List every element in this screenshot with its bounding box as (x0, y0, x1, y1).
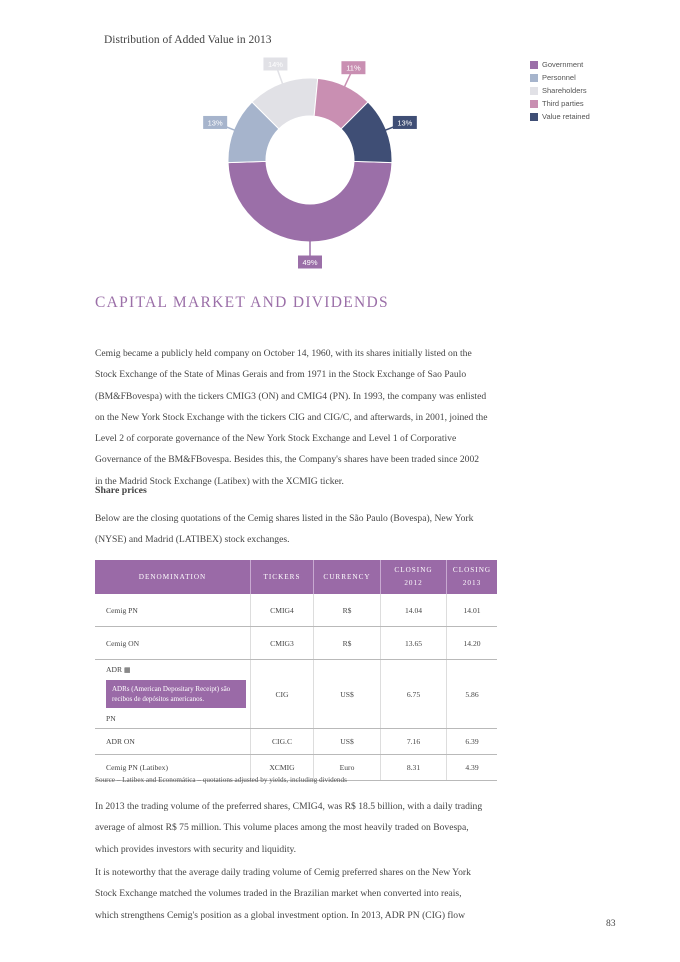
text-line: Stock Exchange of the State of Minas Gerais and from 1971 in the Stock Exchange of Sao Paulo (95, 369, 467, 381)
cell-closing-2012: 14.04 (381, 594, 447, 627)
header-line: 2012 (404, 579, 423, 587)
text-line: (BM&FBovespa) with the tickers CMIG3 (ON) and CMIG4 (PN). In 1993, the company was enlisted (95, 390, 487, 402)
text-line: Level 2 of corporate governance of the New York Stock Exchange and Level 1 of Corporative (95, 433, 457, 445)
header-currency: CURRENCY (314, 560, 381, 594)
table-icon: ▦ (123, 666, 131, 674)
data-label: 14% (267, 60, 283, 70)
section-title: CAPITAL MARKET AND DIVIDENDS (95, 294, 389, 311)
cell-currency: US$ (314, 660, 381, 729)
cell-currency: US$ (314, 729, 381, 755)
legend-item (530, 58, 590, 71)
cell-denomination: Cemig PN (Latibex) (95, 755, 251, 781)
text-line: on the New York Stock Exchange with the tickers CIG and CIG/C, and afterwards, in 2001, joined the (95, 411, 488, 423)
legend-label: Government (542, 60, 584, 69)
legend-swatch (530, 61, 538, 69)
data-label: 13% (397, 118, 413, 128)
text-line: (NYSE) and Madrid (LATIBEX) stock exchanges. (95, 534, 290, 546)
adr-class-label: PN (106, 714, 116, 723)
table-row (95, 594, 497, 627)
cell-ticker: CIG.C (251, 729, 314, 755)
cell-closing-2013: 14.20 (447, 627, 498, 660)
data-label: 49% (302, 258, 318, 267)
slice-government (228, 161, 392, 242)
text-line: in the Madrid Stock Exchange (Latibex) with the XCMIG ticker. (95, 475, 344, 487)
cell-closing-2013: 4.39 (447, 755, 498, 781)
cell-closing-2012: 7.16 (381, 729, 447, 755)
legend-swatch (530, 113, 538, 121)
text-line: Below are the closing quotations of the Cemig shares listed in the São Paulo (Bovespa), New York (95, 513, 474, 524)
header-line: 2013 (462, 579, 482, 587)
legend-item (530, 97, 590, 110)
legend-label: Personnel (542, 73, 576, 82)
header-denomination: DENOMINATION (95, 560, 251, 594)
adr-label: ADR (106, 665, 123, 674)
quotations-table (95, 560, 497, 781)
cell-ticker: CMIG4 (251, 594, 314, 627)
adr-tooltip: ADRs (American Depositary Receipt) são recibos de depósitos americanos. (106, 680, 246, 708)
chart-title: Distribution of Added Value in 2013 (104, 34, 272, 46)
legend-label: Shareholders (542, 86, 587, 95)
cell-denomination: Cemig PN (95, 594, 251, 627)
cell-denomination: Cemig ON (95, 627, 251, 660)
legend-swatch (530, 74, 538, 82)
table-row (95, 627, 497, 660)
text-line: Stock Exchange matched the volumes traded in the Brazilian market when converted into reais, (95, 888, 462, 900)
header-closing-2012 (381, 560, 447, 594)
text-line: Governance of the BM&FBovespa. Besides this, the Company's shares have been traded since 2002 (95, 454, 480, 466)
cell-closing-2012: 8.31 (381, 755, 447, 781)
legend-swatch (530, 100, 538, 108)
text-line: It is noteworthy that the average daily trading volume of Cemig preferred shares on the New York (95, 867, 471, 878)
cell-currency: R$ (314, 627, 381, 660)
source-note: Source – Latibex and Economática – quotations adjusted by yields, including dividends (95, 776, 347, 784)
data-label: 11% (346, 63, 361, 73)
volume-paragraph (95, 796, 515, 860)
donut-chart (0, 0, 680, 290)
header-line: CLOSING (452, 566, 492, 574)
page-number: 83 (606, 918, 616, 929)
noteworthy-paragraph (95, 862, 515, 926)
cell-currency: R$ (314, 594, 381, 627)
cell-closing-2013: 5.86 (447, 660, 498, 729)
text-line: which strengthens Cemig's position as a global investment option. In 2013, ADR PN (CIG) flow (95, 909, 465, 921)
text-line: In 2013 the trading volume of the preferred shares, CMIG4, was R$ 18.5 billion, with a daily trading (95, 801, 483, 812)
cell-closing-2012: 6.75 (381, 660, 447, 729)
table-row (95, 660, 497, 729)
cell-ticker: CMIG3 (251, 627, 314, 660)
header-line: CLOSING (394, 566, 433, 574)
legend-item (530, 84, 590, 97)
chart-legend (530, 58, 590, 123)
cell-closing-2012: 13.65 (381, 627, 447, 660)
legend-label: Third parties (542, 99, 584, 108)
text-line: which provides investors with security and liquidity. (95, 843, 297, 855)
cell-denomination (95, 660, 251, 729)
share-prices-heading: Share prices (95, 485, 147, 496)
header-tickers: TICKERS (251, 560, 314, 594)
intro-paragraph (95, 343, 515, 492)
text-line: Cemig became a publicly held company on October 14, 1960, with its shares initially listed on the (95, 348, 472, 359)
table-header-row (95, 560, 497, 594)
cell-closing-2013: 6.39 (447, 729, 498, 755)
legend-item (530, 71, 590, 84)
text-line: average of almost R$ 75 million. This volume places among the most heavily traded on Bovespa, (95, 822, 469, 834)
cell-denomination: ADR ON (95, 729, 251, 755)
cell-closing-2013: 14.01 (447, 594, 498, 627)
share-prices-intro (95, 508, 515, 551)
legend-label: Value retained (542, 112, 590, 121)
table-row (95, 729, 497, 755)
header-closing-2013 (447, 560, 498, 594)
legend-swatch (530, 87, 538, 95)
data-label: 13% (207, 118, 223, 128)
cell-ticker: XCMIG (251, 755, 314, 781)
cell-ticker: CIG (251, 660, 314, 729)
cell-currency: Euro (314, 755, 381, 781)
legend-item (530, 110, 590, 123)
